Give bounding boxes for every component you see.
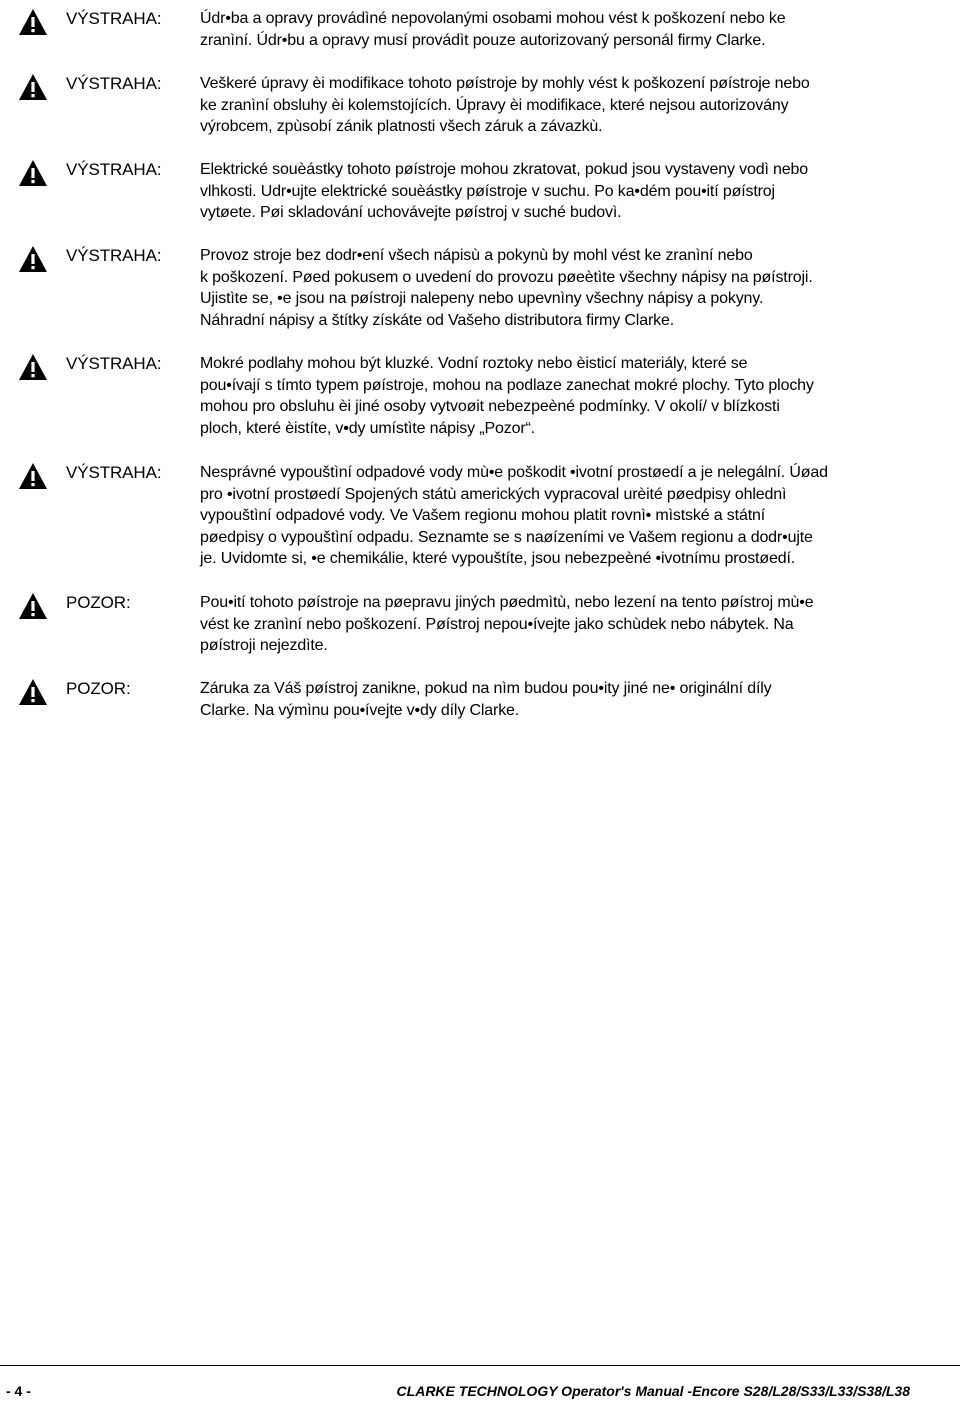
footer-divider — [0, 1365, 960, 1366]
warning-label: VÝSTRAHA: — [66, 160, 162, 179]
warning-triangle-icon — [18, 73, 48, 101]
warning-triangle-icon — [18, 353, 48, 381]
warning-text: Nesprávné vypouštìní odpadové vody mù•e poškodit •ivotní prostøedí a je nelegální. Úøad pro •ivotní prostøedí Spojených státù amerických vypracoval urèité pøedpisy ohlednì vypouštìní odpadové vody. Ve Vašem regionu mohou platit rovnì• mìstské a státní pøedpisy o vypouštìní odpadu. Seznamte se s naøízeními ve Vašem regionu a dodr•ujte je. Uvidomte si, •e chemikálie, které vypouštíte, jsou nebezpeèné •ivotnímu prostøedí. — [200, 464, 828, 567]
caution-label: POZOR: — [66, 679, 131, 698]
page-number: - 4 - — [6, 1383, 31, 1399]
warning-text: Elektrické souèástky tohoto pøístroje mohou zkratovat, pokud jsou vystaveny vodì nebo vlhkosti. Udr•ujte elektrické souèástky pøístroje v suchu. Po ka•dém pou•ití pøístroj vytøete. Pøi skladování uchovávejte pøístroj v suché budovì. — [200, 161, 809, 221]
caution-text: Záruka za Váš pøístroj zanikne, pokud na nìm budou pou•ity jiné ne• originální díly Clarke. Na výmìnu pou•ívejte v•dy díly Clarke. — [200, 680, 772, 719]
warning-text: Provoz stroje bez dodr•ení všech nápisù a pokynù by mohl vést ke zranìní nebo k poškození. Pøed pokusem o uvedení do provozu pøeètìte všechny nápisy na pøístroji. Ujistìte se, •e jsou na pøístroji nalepeny nebo upevnìny všechny nápisy a pokyny. Náhradní nápisy a štítky získáte od Vašeho distributora firmy Clarke. — [200, 247, 813, 329]
warning-text: Veškeré úpravy èi modifikace tohoto pøístroje by mohly vést k poškození pøístroje nebo ke zranìní obsluhy èi kolemstojících. Úpravy èi modifikace, které nejsou autorizovány výrobcem, zpùsobí zánik platnosti všech záruk a závazkù. — [200, 75, 810, 135]
warning-triangle-icon — [18, 159, 48, 187]
footer-title: CLARKE TECHNOLOGY Operator's Manual -Encore S28/L28/S33/L33/S38/L38 — [396, 1383, 910, 1399]
warning-triangle-icon — [18, 678, 48, 706]
warning-label: VÝSTRAHA: — [66, 463, 162, 482]
warning-text: Údr•ba a opravy provádìné nepovolanými osobami mohou vést k poškození nebo ke zranìní. Údr•bu a opravy musí provádìt pouze autorizovaný personál firmy Clarke. — [200, 10, 786, 49]
warning-label: VÝSTRAHA: — [66, 246, 162, 265]
warning-triangle-icon — [18, 8, 48, 36]
caution-label: POZOR: — [66, 593, 131, 612]
warning-label: VÝSTRAHA: — [66, 354, 162, 373]
warning-text: Mokré podlahy mohou být kluzké. Vodní roztoky nebo èisticí materiály, které se pou•ívají s tímto typem pøístroje, mohou na podlaze zanechat mokré plochy. Tyto plochy mohou pro obsluhu èi jiné osoby vytvoøit nebezpeèné podmínky. V okolí/ v blízkosti ploch, které èistíte, v•dy umístìte nápisy „Pozor“. — [200, 355, 814, 437]
warning-triangle-icon — [18, 592, 48, 620]
caution-text: Pou•ití tohoto pøístroje na pøepravu jiných pøedmìtù, nebo lezení na tento pøístroj mù•e vést ke zranìní nebo poškození. Pøístroj nepou•ívejte jako schùdek nebo nábytek. Na pøístroji nejezdìte. — [200, 594, 814, 654]
warning-label: VÝSTRAHA: — [66, 74, 162, 93]
warning-triangle-icon — [18, 245, 48, 273]
warning-label: VÝSTRAHA: — [66, 9, 162, 28]
warning-triangle-icon — [18, 462, 48, 490]
